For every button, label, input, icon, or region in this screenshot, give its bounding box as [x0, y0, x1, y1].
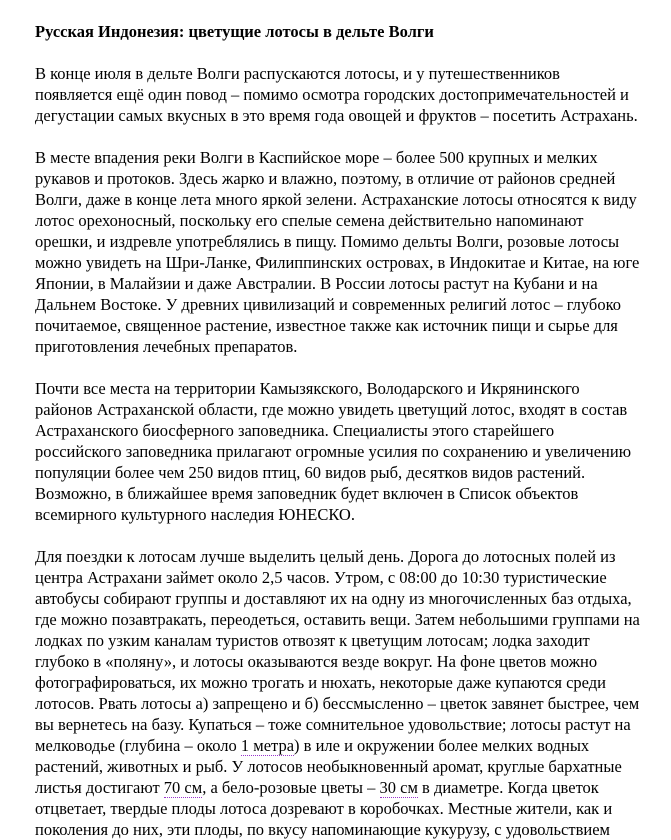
paragraph-intro	[35, 63, 641, 126]
text-run: Почти все места на территории Камызякского, Володарского и Икрянинского районов Астраханской области, где можно увидеть цветущий лотос, входят в состав Астраханского биосферного заповедника. Специалисты этого старейшего российского заповедника прилагают огромные усилия по сохранению и увеличению популяции более чем 250 видов птиц, 60 видов рыб, десятков видов растений. Возможно, в ближайшее время заповедник будет включен в Список объектов всемирного культурного наследия ЮНЕСКО.	[35, 379, 632, 524]
text-run: в диаметре. Когда цветок отцветает, твердые плоды лотоса дозревают в коробочках. Местные жители, как и поколения до них, эти плоды, по вкусу напоминающие кукурузу, с удовольствием	[35, 778, 613, 839]
text-run: В конце июля в дельте Волги распускаются лотосы, и у путешественников появляется ещё один повод – помимо осмотра городских достопримечательностей и дегустации самых вкусных в это время года овощей и фруктов – посетить Астрахань.	[35, 64, 638, 125]
paragraph-reserve	[35, 378, 641, 525]
paragraph-trip	[35, 546, 641, 840]
document-title: Русская Индонезия: цветущие лотосы в дельте Волги	[35, 22, 434, 41]
measurement-smart-tag: 1 метра	[240, 736, 295, 755]
text-run: ) в иле и окружении более мелких водных растений, животных и рыб. У лотосов необыкновенный аромат, круглые бархатные листья достигают	[35, 736, 622, 797]
measurement-smart-tag: 30 см	[379, 778, 418, 797]
text-run: В месте впадения реки Волги в Каспийское море – более 500 крупных и мелких рукавов и протоков. Здесь жарко и влажно, поэтому, в отличие от районов средней Волги, даже в конце лета много яркой зелени. Астраханские лотосы относятся к виду лотос орехоносный, поскольку его спелые семена действительно напоминают орешки, и издревле употреблялись в пищу. Помимо дельты Волги, розовые лотосы можно увидеть на Шри-Ланке, Филиппинских островах, в Индокитае и Китае, на юге Японии, в Малайзии и даже Австралии. В России лотосы растут на Кубани и на Дальнем Востоке. У древних цивилизаций и современных религий лотос – глубоко почитаемое, священное растение, известное также как источник пищи и сырье для приготовления лечебных препаратов.	[35, 148, 640, 356]
paragraph-volga-delta	[35, 147, 641, 357]
text-run: Для поездки к лотосам лучше выделить целый день. Дорога до лотосных полей из центра Астрахани займет около 2,5 часов. Утром, с 08:00 до 10:30 туристические автобусы собирают группы и доставляют их на одну из многочисленных баз отдыха, где можно позавтракать, переодеться, оставить вещи. Затем небольшими группами на лодках по узким каналам туристов отвозят к цветущим лотосам; лодка заходит глубоко в «поляну», и лотосы оказываются везде вокруг. На фоне цветов можно фотографироваться, их можно трогать и нюхать, некоторые даже купаются среди лотосов. Рвать лотосы а) запрещено и б) бессмысленно – цветок завянет быстрее, чем вы вернетесь на базу. Купаться – тоже сомнительное удовольствие; лотосы растут на мелководье (глубина – около	[35, 547, 640, 755]
text-run: , а бело-розовые цветы –	[202, 778, 380, 797]
measurement-smart-tag: 70 см	[163, 778, 203, 797]
